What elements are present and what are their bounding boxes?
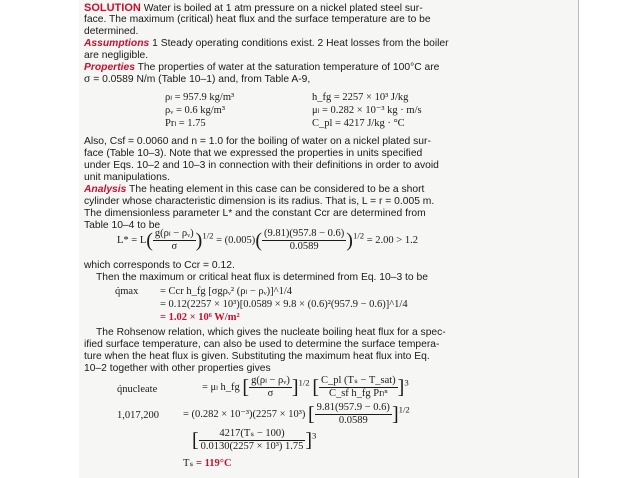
properties-line-2: σ = 0.0589 N/m (Table 10–1) and, from Table A-9, bbox=[84, 74, 311, 85]
page-edge-line bbox=[578, 0, 579, 478]
q-max-result: = 1.02 × 10⁶ W/m² bbox=[160, 312, 240, 323]
equation-l-star: L* = L( $\frac{\text{g(ρₗ − ρᵥ)}}{\sigma}$ )$^{1/2}$ = (0.005)( $\frac{(9.81)(957.8 - 0.6)}{0.0589}$ )$^{1/2}$ = 2.00 > 1.2 bbox=[117, 228, 418, 252]
prop-cp-l: C_pl = 4217 J/kg · °C bbox=[312, 118, 405, 129]
solution-line-2: face. The maximum (critical) heat flux and the surface temperature are to be bbox=[84, 14, 431, 25]
q-max-line-1: = Ccr h_fg [σgρᵥ² (ρₗ − ρᵥ)]^1/4 bbox=[160, 286, 293, 297]
ts-result: Tₛ = 119°C bbox=[183, 458, 232, 469]
corresponds-line-1: which corresponds to Ccr = 0.12. bbox=[84, 260, 235, 271]
prop-rho-v: ρᵥ = 0.6 kg/m³ bbox=[165, 105, 225, 116]
properties-line-1: Properties The properties of water at the saturation temperature of 100°C are bbox=[84, 62, 440, 73]
nucleate-fraction-2: $\frac{\text{C\_pl (Tₛ − T\_sat)}}{\text{C\_sf h\_fg Prₗⁿ}}$ bbox=[320, 375, 396, 399]
q-nucleate-rhs: = μₗ h_fg [ $\frac{\text{g(ρₗ − ρᵥ)}}{\sigma}$ ]$^{1/2}$ [ $\frac{\text{C\_pl (Tₛ − T\_sat)}}{\text{C\_sf h\_fg Prₗⁿ}}$ ]$^3$ bbox=[202, 375, 409, 399]
q-max-line-2: = 0.12(2257 × 10³)[0.0589 × 9.8 × (0.6)²(957.9 − 0.6)]^1/4 bbox=[160, 299, 408, 310]
q-value-temperature-term: [ $\frac{\text{4217(Tₛ − 100)}}{\text{0.0130(2257 × 10³) 1.75}}$ ]$^3$ bbox=[192, 428, 317, 452]
also-line-1: Also, Csf = 0.0060 and n = 1.0 for the boiling of water on a nickel plated sur- bbox=[84, 136, 431, 147]
nucleate-fraction-4: $\frac{\text{4217(Tₛ − 100)}}{\text{0.0130(2257 × 10³) 1.75}}$ bbox=[200, 428, 304, 452]
assumptions-line-2: are negligible. bbox=[84, 50, 149, 61]
also-line-2: face (Table 10–3). Note that we expressed the properties in units specified bbox=[84, 148, 423, 159]
rohsenow-line-2: ified surface temperature, can also be used to determine the surface tempera- bbox=[84, 339, 440, 350]
q-max-lhs: q̇max bbox=[115, 286, 139, 297]
analysis-line-2: cylinder whose characteristic dimension is its radius. That is, L = r = 0.005 m. bbox=[84, 196, 435, 207]
q-value-rhs: = (0.282 × 10⁻³)(2257 × 10³) [ $\frac{9.81(957.9 - 0.6)}{0.0589}$ ]$^{1/2}$ bbox=[183, 402, 410, 426]
nucleate-fraction-1: $\frac{\text{g(ρₗ − ρᵥ)}}{\sigma}$ bbox=[251, 375, 290, 399]
q-value-lhs: 1,017,200 bbox=[117, 410, 159, 421]
assumptions-line-1: Assumptions 1 Steady operating conditions exist. 2 Heat losses from the boiler bbox=[84, 38, 449, 49]
assumptions-label: Assumptions bbox=[84, 38, 150, 49]
prop-mu-l: μₗ = 0.282 × 10⁻³ kg · m/s bbox=[312, 105, 422, 116]
corresponds-line-2: Then the maximum or critical heat flux is determined from Eq. 10–3 to be bbox=[96, 272, 428, 283]
analysis-label: Analysis bbox=[84, 184, 127, 195]
rohsenow-line-3: ture when the heat flux is given. Substituting the maximum heat flux into Eq. bbox=[84, 351, 430, 362]
solution-line-3: determined. bbox=[84, 26, 139, 37]
prop-h-fg: h_fg = 2257 × 10³ J/kg bbox=[312, 92, 409, 103]
prop-pr-l: Prₗ = 1.75 bbox=[165, 118, 206, 129]
properties-label: Properties bbox=[84, 62, 135, 73]
also-line-4: unit manipulations. bbox=[84, 172, 170, 183]
rohsenow-line-1: The Rohsenow relation, which gives the nucleate boiling heat flux for a spec- bbox=[96, 327, 446, 338]
solution-line-1: SOLUTION Water is boiled at 1 atm pressure on a nickel plated steel sur- bbox=[84, 2, 423, 14]
prop-rho-l: ρₗ = 957.9 kg/m³ bbox=[165, 92, 235, 103]
analysis-line-1: Analysis The heating element in this case can be considered to be a short bbox=[84, 184, 425, 195]
nucleate-fraction-3: $\frac{9.81(957.9 - 0.6)}{0.0589}$ bbox=[316, 402, 390, 426]
solution-label: SOLUTION bbox=[84, 2, 141, 14]
rohsenow-line-4: 10–2 together with other properties gives bbox=[84, 363, 271, 374]
also-line-3: under Eqs. 10–2 and 10–3 in connection with their definitions in order to avoid bbox=[84, 160, 439, 171]
l-star-numeric-fraction: $\frac{(9.81)(957.8 - 0.6)}{0.0589}$ bbox=[263, 228, 345, 252]
analysis-line-3: The dimensionless parameter L* and the constant Ccr are determined from bbox=[84, 208, 426, 219]
q-nucleate-lhs: q̇nucleate bbox=[117, 384, 158, 395]
analysis-line-4: Table 10–4 to be bbox=[84, 220, 161, 231]
l-star-fraction: $\frac{\text{g(ρₗ − ρᵥ)}}{\sigma}$ bbox=[154, 228, 194, 252]
